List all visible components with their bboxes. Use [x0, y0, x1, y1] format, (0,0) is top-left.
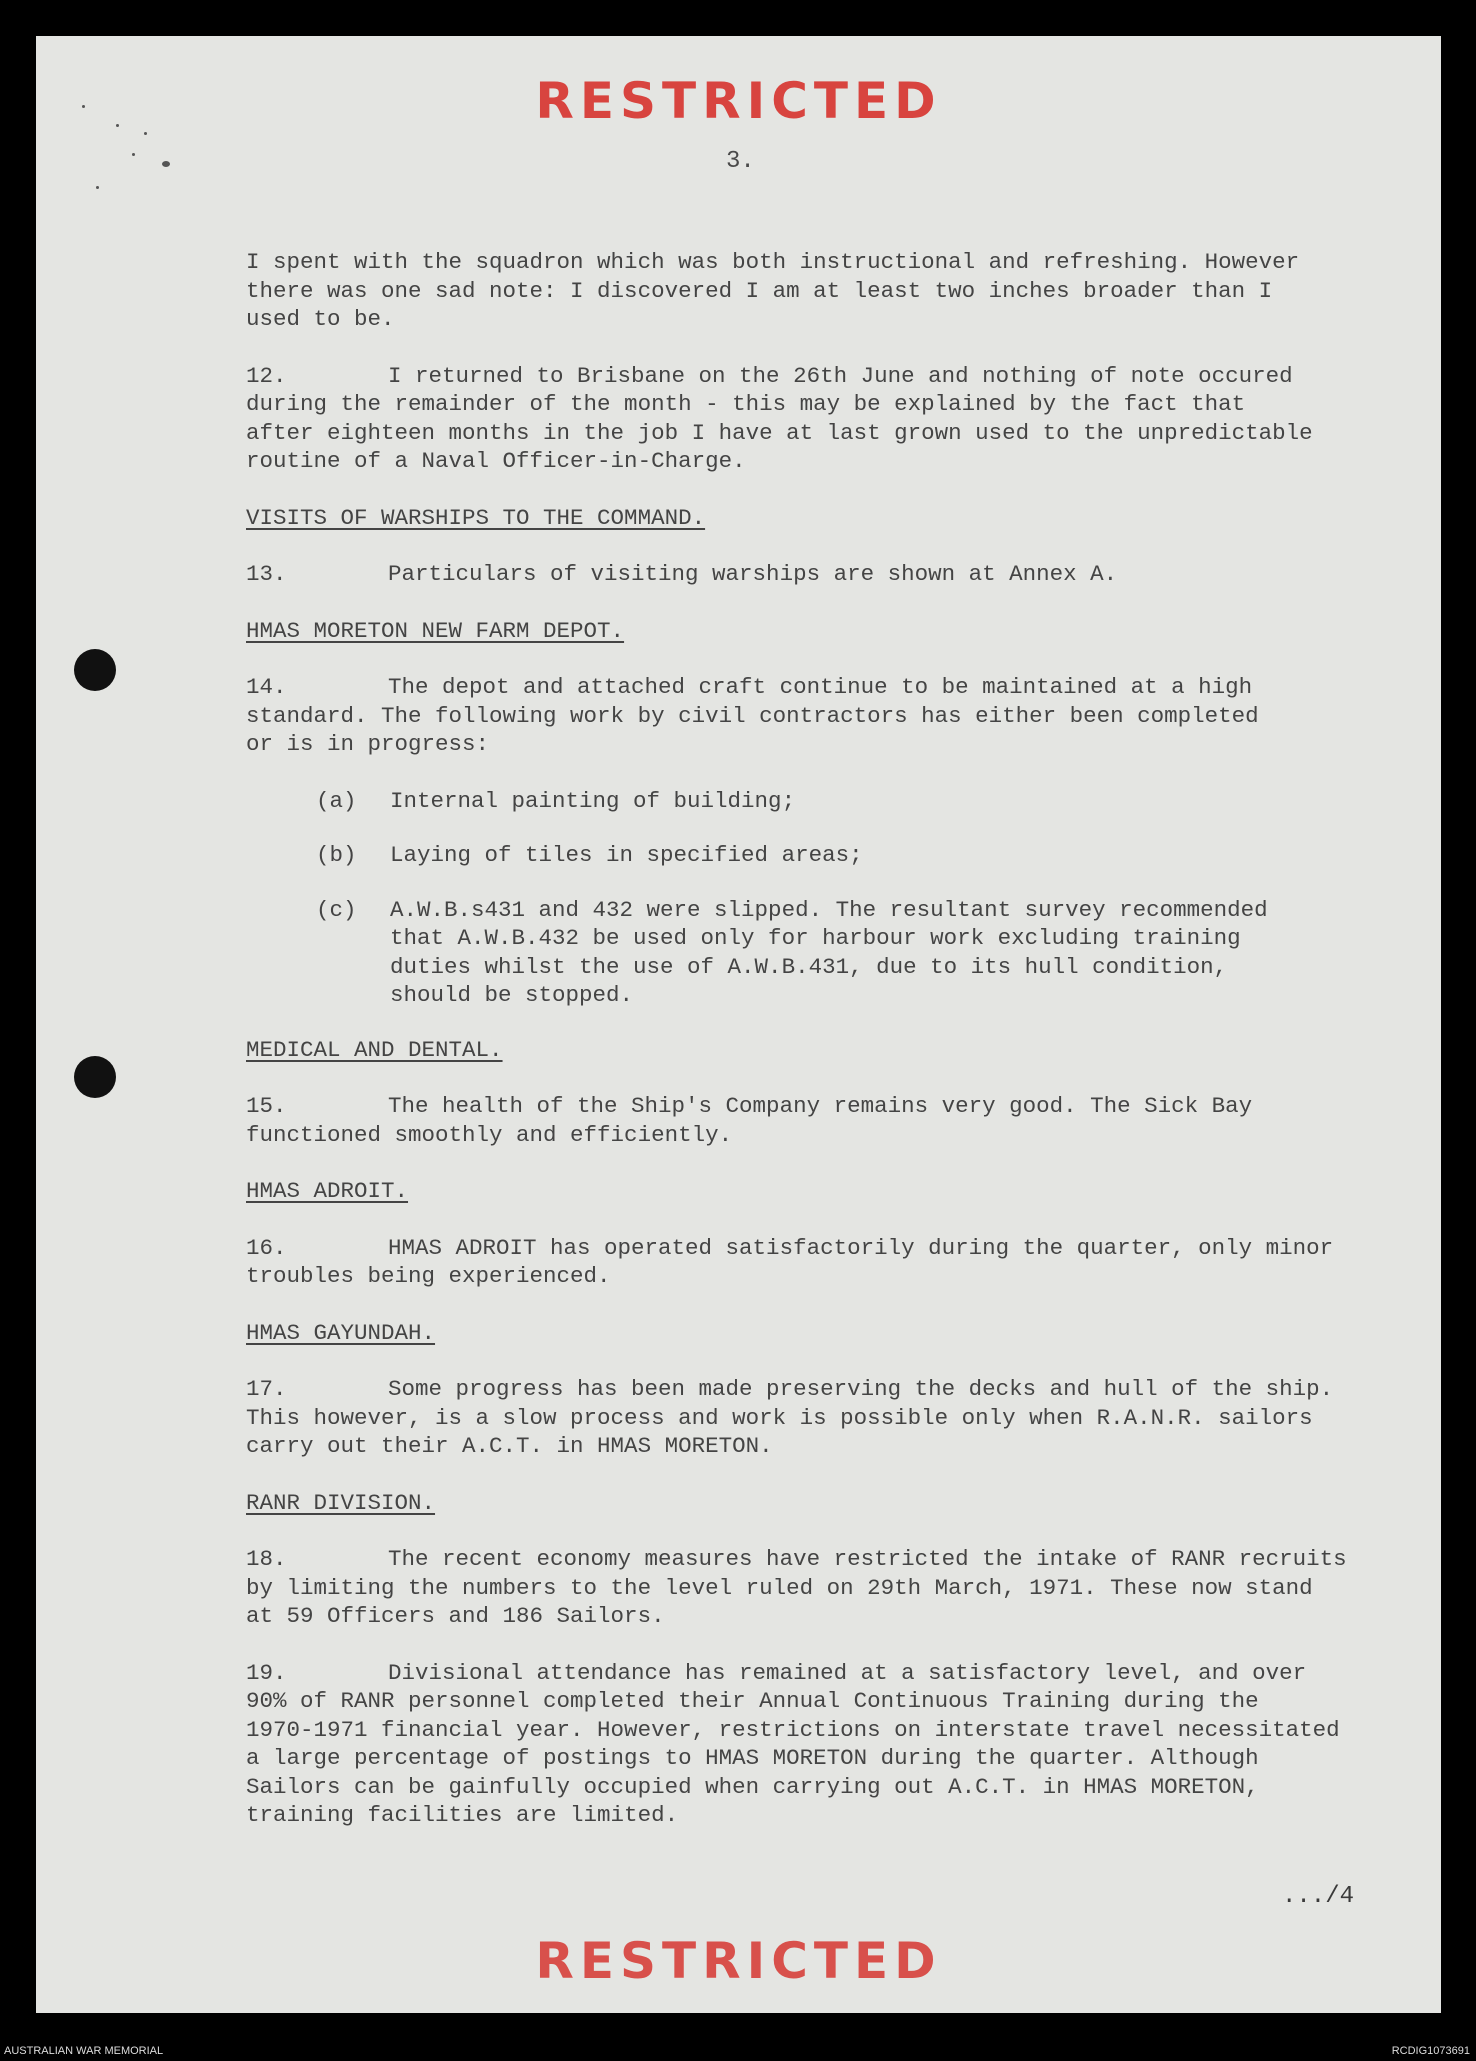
paragraph-12 [246, 362, 1421, 476]
paragraph-number: 16. [246, 1234, 287, 1261]
intro-paragraph: I spent with the squadron which was both instructional and refreshing. However there was one sad note: I discovered I am at least two inches broader than I used to be. [246, 249, 1300, 332]
archive-footer-left: AUSTRALIAN WAR MEMORIAL [4, 2045, 164, 2057]
paragraph-text: Some progress has been made preserving the decks and hull of the ship. This however, is a slow process and work is possible only when R.A.N.R. sailors carry out their A.C.T. in HMAS MORETON. [246, 1376, 1334, 1459]
speck-mark [116, 124, 119, 127]
list-item-a [246, 787, 1421, 816]
paragraph-text: Divisional attendance has remained at a satisfactory level, and over 90% of RANR personnel completed their Annual Continuous Training during the 1970-1971 financial year. However, restrictions on interstate travel necessitated a large percentage of postings to HMAS MORETON during the quarter. Although Sailors can be gainfully occupied when carrying out A.C.T. in HMAS MORETON, training facilities are limited. [246, 1659, 1340, 1828]
paragraph-number: 13. [246, 561, 287, 587]
paragraph-number: 14. [246, 674, 287, 700]
list-label: (b) [316, 842, 357, 868]
paragraph-text: I returned to Brisbane on the 26th June and nothing of note occured during the remainder of the month - this may be explained by the fact that after eighteen months in the job I have at last grown used to the unpredictable routine of a Naval Officer-in-Charge. [246, 362, 1313, 474]
paragraph-text: The recent economy measures have restricted the intake of RANR recruits by limiting the numbers to the level ruled on 29th March, 1971. These now stand at 59 Officers and 186 Sailors. [246, 1546, 1347, 1629]
punch-hole [74, 649, 116, 691]
paragraph-text: Particulars of visiting warships are shown at Annex A. [388, 561, 1118, 587]
paragraph-number: 15. [246, 1093, 287, 1119]
heading-gayundah: HMAS GAYUNDAH. [246, 1319, 436, 1346]
paragraph-15 [246, 1092, 1421, 1149]
heading-medical: MEDICAL AND DENTAL. [246, 1036, 503, 1063]
archive-footer-right: RCDIG1073691 [1391, 2045, 1470, 2057]
speck-mark [132, 153, 135, 156]
list-text: A.W.B.s431 and 432 were slipped. The resultant survey recommended that A.W.B.432 be used only for harbour work excluding training duties whilst the use of A.W.B.431, due to its hull condition, should be stopped. [390, 896, 1268, 1008]
heading-ranr: RANR DIVISION. [246, 1489, 436, 1516]
restricted-stamp-top: RESTRICTED [535, 72, 942, 130]
document-page [36, 36, 1441, 2013]
paragraph-18 [246, 1545, 1421, 1631]
list-item-b [246, 841, 1421, 870]
list-text: Laying of tiles in specified areas; [390, 842, 863, 868]
page-number: 3. [726, 148, 755, 175]
document-body [246, 248, 1421, 1858]
speck-mark [82, 105, 85, 108]
list-label: (a) [316, 787, 357, 814]
speck-mark [144, 132, 147, 135]
paragraph-number: 18. [246, 1546, 287, 1572]
speck-mark [162, 161, 170, 167]
paragraph-14 [246, 673, 1421, 759]
paragraph-number: 12. [246, 362, 287, 389]
paragraph-text: HMAS ADROIT has operated satisfactorily during the quarter, only minor troubles being experienced. [246, 1234, 1334, 1289]
paragraph-13 [246, 560, 1421, 589]
continuation-marker: .../4 [1282, 1883, 1355, 1910]
punch-hole [74, 1056, 116, 1098]
restricted-stamp-bottom: RESTRICTED [535, 1932, 942, 1990]
speck-mark [96, 186, 99, 189]
heading-visits: VISITS OF WARSHIPS TO THE COMMAND. [246, 504, 706, 531]
paragraph-text: The depot and attached craft continue to be maintained at a high standard. The following work by civil contractors has either been completed or is in progress: [246, 674, 1259, 757]
list-text: Internal painting of building; [390, 787, 796, 814]
heading-moreton-depot: HMAS MORETON NEW FARM DEPOT. [246, 617, 625, 644]
list-label: (c) [316, 896, 357, 923]
paragraph-number: 19. [246, 1659, 287, 1686]
list-item-c [246, 896, 1421, 1010]
paragraph-text: The health of the Ship's Company remains very good. The Sick Bay functioned smoothly and efficiently. [246, 1093, 1253, 1148]
paragraph-16 [246, 1234, 1421, 1291]
paragraph-19 [246, 1659, 1421, 1830]
heading-adroit: HMAS ADROIT. [246, 1178, 409, 1204]
paragraph-number: 17. [246, 1376, 287, 1402]
paragraph-17 [246, 1375, 1421, 1461]
